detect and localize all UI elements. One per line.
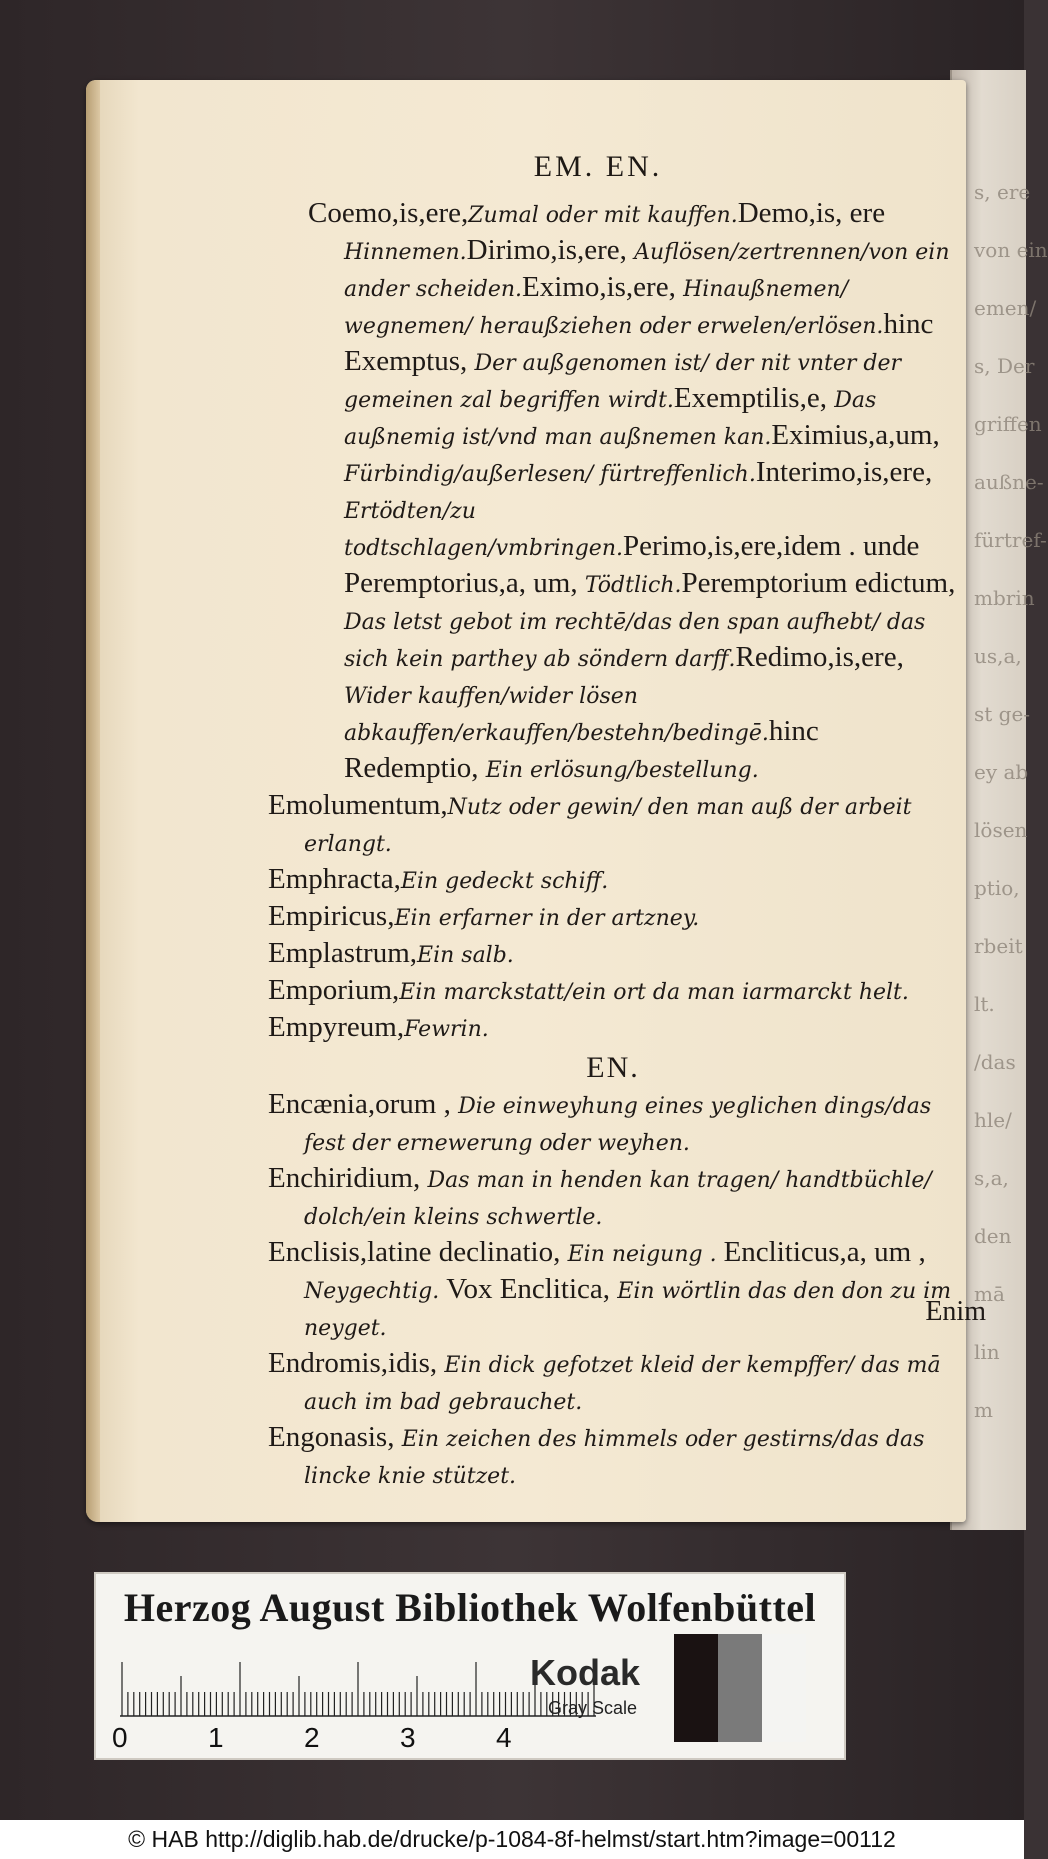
gloss-text: Ein zeichen des himmels oder gestirns/das das lincke knie stützet. [304,1427,925,1489]
headword: hinc Redemptio, [344,715,819,784]
facing-page-fragment: fürtref- [974,528,1047,552]
headword: Perimo,is,ere,idem . unde Peremptorius,a, um, [344,530,920,599]
headword: Coemo,is,ere, [308,197,469,229]
running-head: EM. EN. [533,150,663,183]
gloss-text: Tödtlich. [584,573,682,598]
headword: Dirimo,is,ere, [466,234,635,266]
headword: Endromis,idis, [268,1347,445,1379]
gloss-text: Fürbindig/außerlesen/ fürtreffenlich. [344,462,756,487]
gloss-text: Fewrin. [404,1017,489,1042]
gloss-text: Auflösen/zertrennen/von ein ander scheiden. [344,240,950,302]
gloss-text: Hinnemen. [344,240,467,265]
facing-page-fragment: emen/ [974,296,1037,320]
headword: Emphracta, [268,863,401,895]
gloss-text: Wider kauffen/wider lösen abkauffen/erkauffen/bestehn/bedingē. [344,684,769,746]
gloss-text: Ertödten/zu todtschlagen/vmbringen. [344,499,623,561]
color-reference-card [94,1572,846,1760]
gloss-text: Die einweyhung eines yeglichen dings/das fest der ernewerung oder weyhen. [304,1094,932,1156]
headword: Emplastrum, [268,937,418,969]
headword: Engonasis, [268,1421,402,1453]
dictionary-entry [268,1161,958,1235]
gloss-text: Ein marckstatt/ein ort da man iarmarckt helt. [399,980,909,1005]
headword: Enclisis,latine declinatio, [268,1236,568,1268]
headword: Encliticus,a, um , [723,1236,926,1268]
gloss-text: Ein erlösung/bestellung. [485,758,759,783]
ruler-number: 2 [304,1722,320,1753]
facing-page-fragment: lin [974,1340,1000,1364]
gloss-text: Ein gedeckt schiff. [400,869,609,894]
dictionary-entry [268,1235,958,1346]
page-gutter [86,80,100,1522]
gloss-text: Zumal oder mit kauffen. [468,203,738,228]
headword: Emolumentum, [268,789,448,821]
dictionary-entry [268,1010,958,1047]
gloss-text: Ein wörtlin das den don zu im neyget. [304,1279,952,1341]
gray-swatch [718,1634,762,1742]
dictionary-entry [268,973,958,1010]
headword: Demo,is, ere [737,197,886,229]
brand-label: Kodak [530,1652,641,1693]
ruler-number: 3 [400,1722,416,1753]
headword: Empiricus, [268,900,395,932]
library-name: Herzog August Bibliothek Wolfenbüttel [123,1585,817,1630]
gloss-text: Hinaußnemen/ wegnemen/ heraußziehen oder erwelen/erlösen. [344,277,884,339]
dictionary-entry [268,1346,958,1420]
facing-page-fragment: von ein [974,238,1048,262]
facing-page-fragment: ptio, [974,876,1020,900]
facing-page-fragment: st ge- [974,702,1031,726]
facing-page-fragment: rbeit [974,934,1023,958]
facing-page-fragment: lt. [974,992,995,1016]
headword: Interimo,is,ere, [755,456,933,488]
gloss-text: Das man in henden kan tragen/ handtbüchle/ dolch/ein kleins schwertle. [304,1168,932,1230]
headword: Enchiridium, [268,1162,428,1194]
dictionary-entry-emo [308,196,958,788]
gloss-text: Ein erfarner in der artzney. [394,906,700,931]
gloss-text: Neygechtig. [304,1279,447,1304]
gloss-text: Ein dick gefotzet kleid der kempffer/ das mā auch im bad gebrauchet. [304,1353,941,1415]
facing-page-fragment: mā [974,1282,1005,1306]
dictionary-entry [268,1420,958,1494]
gloss-text: Das letst gebot im rechtē/das den span aufhebt/ das sich kein parthey ab söndern darff. [344,610,926,672]
facing-page-fragment: mbrin [974,586,1035,610]
facing-page-fragment: griffen [974,412,1042,436]
headword: Eximius,a,um, [771,419,940,451]
gloss-text: Nutz oder gewin/ den man auß der arbeit erlangt. [304,795,912,857]
facing-page-fragment: außne- [974,470,1044,494]
facing-page-fragment: s, Der [974,354,1035,378]
headword: Peremptorium edictum, [681,567,956,599]
headword: Emporium, [268,974,400,1006]
facing-page-fragment: us,a, [974,644,1022,668]
facing-page-fragment: lösen [974,818,1028,842]
facing-page-fragment: s, ere [974,180,1031,204]
ruler-number: 0 [112,1722,128,1753]
dictionary-entry [268,899,958,936]
dictionary-entry [268,936,958,973]
headword: Encænia,orum , [268,1088,459,1120]
gloss-text: Das außnemig ist/vnd man außnemen kan. [344,388,877,450]
brand-sublabel: Gray Scale [548,1698,638,1718]
dictionary-entry [268,1087,958,1161]
section-heading: EN. [586,1051,640,1084]
ruler-number: 1 [208,1722,224,1753]
headword: hinc Exemptus, [344,308,934,377]
facing-page-fragment: hle/ [974,1108,1012,1132]
ruler-number: 4 [496,1722,512,1753]
headword: Empyreum, [268,1011,405,1043]
headword: Redimo,is,ere, [735,641,904,673]
facing-page-fragment: den [974,1224,1012,1248]
dictionary-entry [268,788,958,862]
ruler-scale [118,1662,598,1718]
headword: Eximo,is,ere, [522,271,684,303]
gray-swatch [762,1634,806,1742]
gray-swatch [674,1634,718,1742]
source-footer: © HAB http://diglib.hab.de/drucke/p-1084-8f-helmst/start.htm?image=00112 [0,1820,1024,1859]
gloss-text: Der außgenomen ist/ der nit vnter der gemeinen zal begriffen wirdt. [344,351,902,413]
gloss-text: Ein neigung . [567,1242,724,1267]
page-text [268,150,958,1494]
dictionary-entry [268,862,958,899]
facing-page-fragment: ey ab [974,760,1029,784]
facing-page-fragment: /das [974,1050,1016,1074]
gloss-text: Ein salb. [417,943,514,968]
headword: Vox Enclitica, [446,1273,618,1305]
catchword: Enim [925,1296,986,1327]
facing-page-fragment: s,a, [974,1166,1009,1190]
facing-page-fragment: m [974,1398,993,1422]
headword: Exemptilis,e, [673,382,835,414]
